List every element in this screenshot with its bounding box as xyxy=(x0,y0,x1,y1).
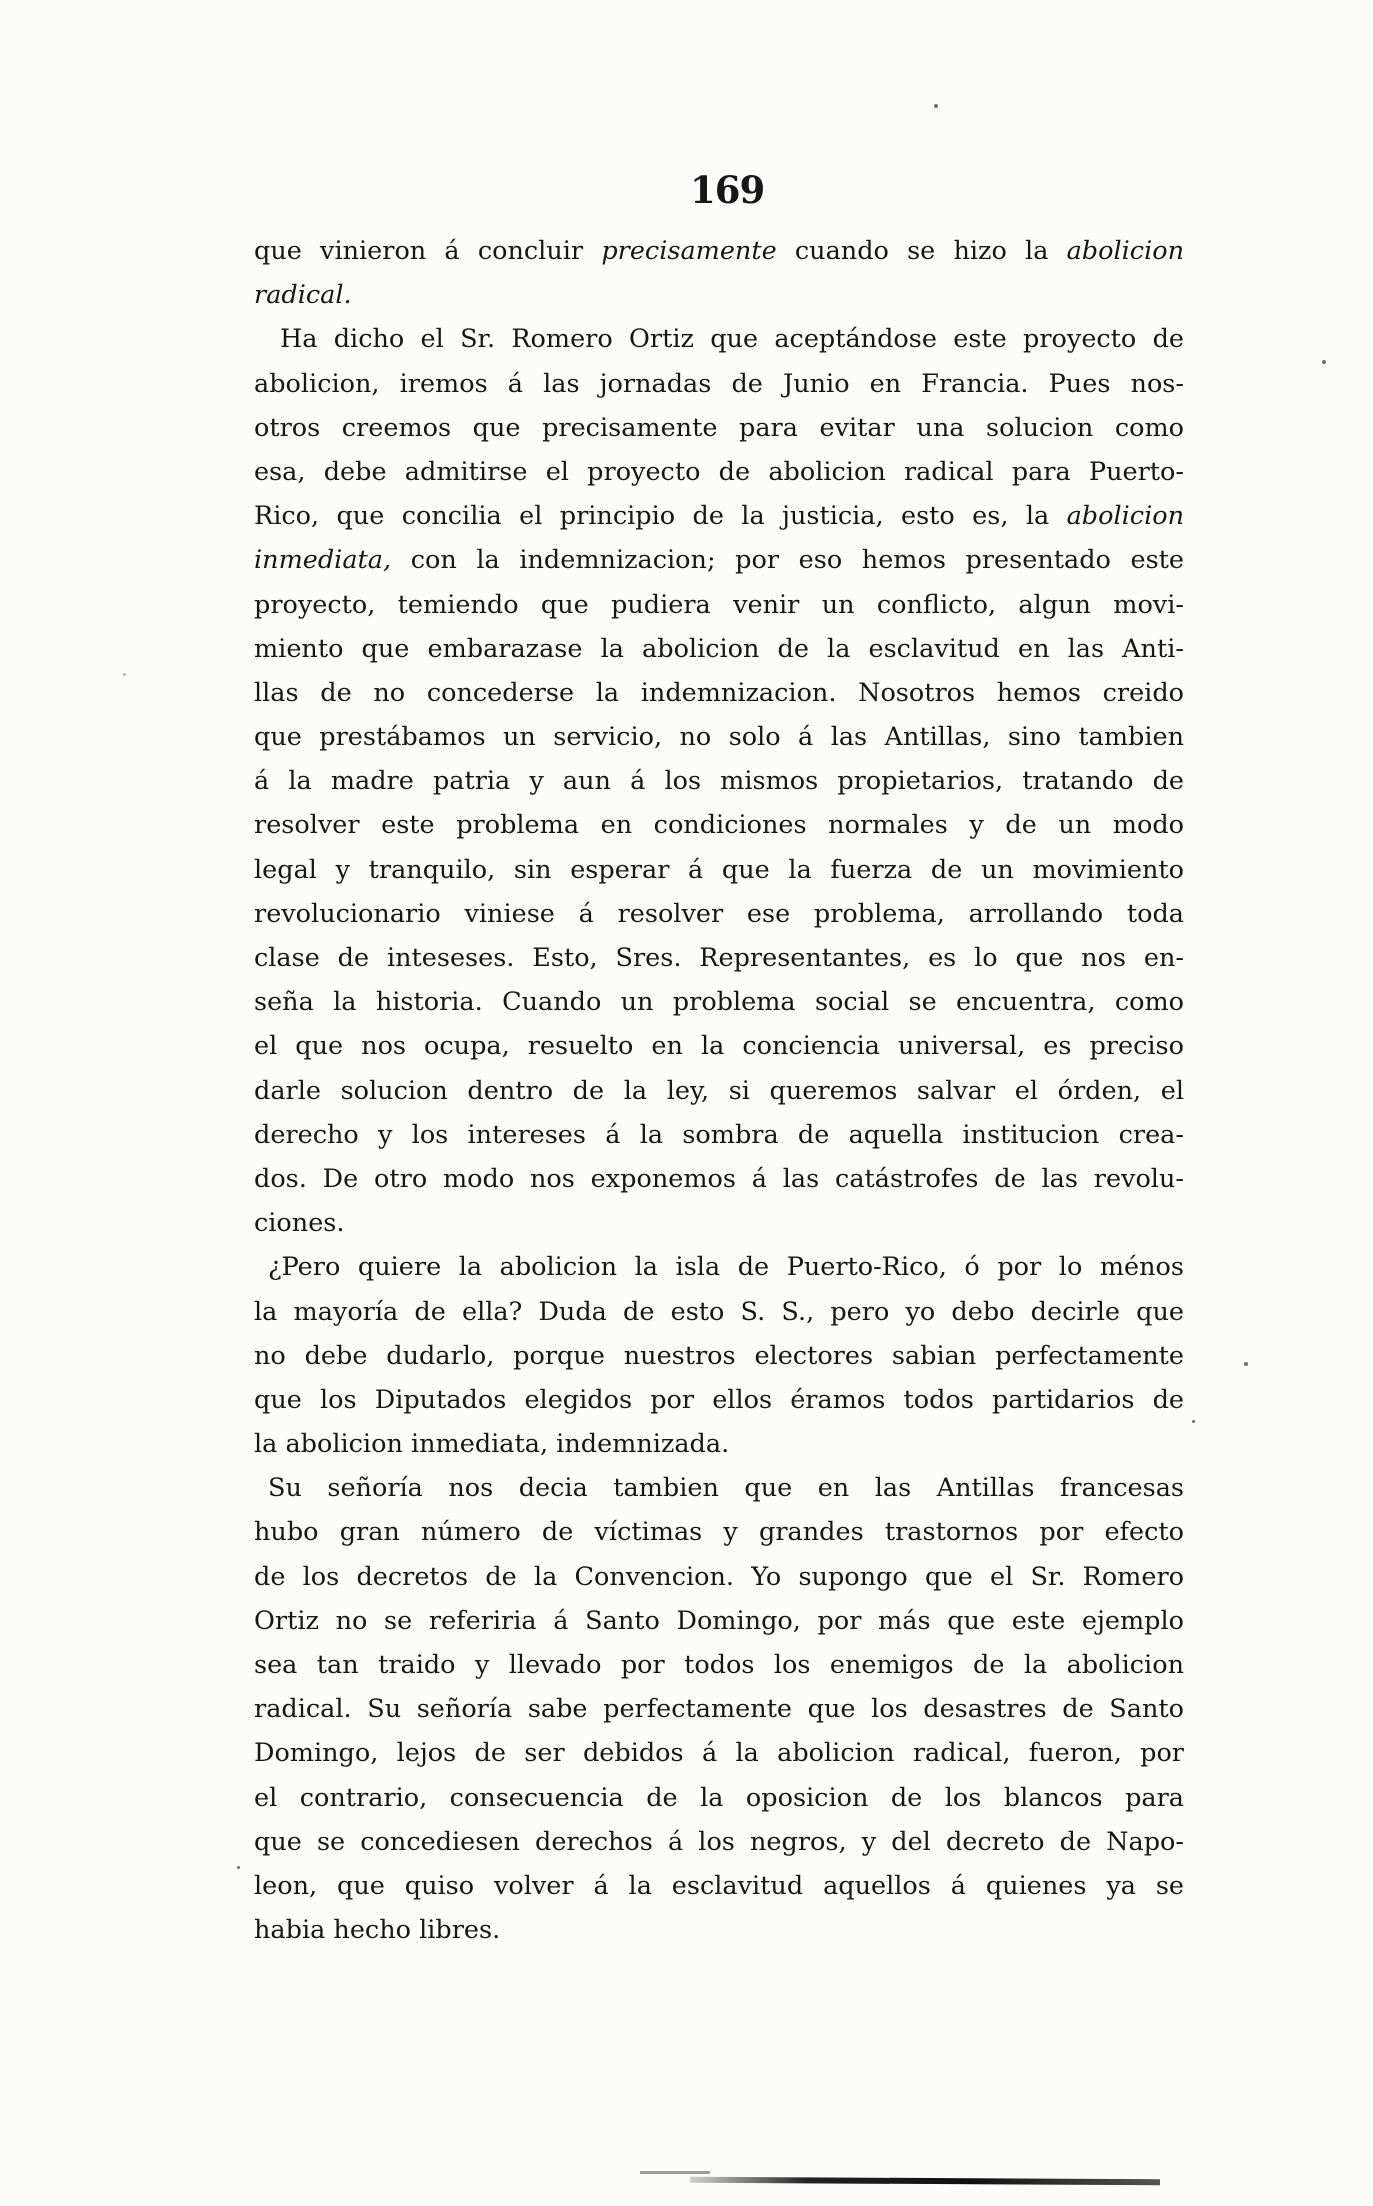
text-line-2: radical. xyxy=(254,280,352,311)
scan-speck xyxy=(1192,1420,1195,1423)
text-line-35: Domingo, lejos de ser debidos á la abolicion radical, fueron, por xyxy=(254,1738,1184,1769)
scan-speck xyxy=(123,673,126,676)
text-line-30: hubo gran número de víctimas y grandes trastornos por efecto xyxy=(254,1517,1184,1548)
text-line-10: miento que embarazase la abolicion de la esclavitud en las Anti- xyxy=(254,633,1184,664)
text-line-27: que los Diputados elegidos por ellos éramos todos partidarios de xyxy=(254,1384,1184,1415)
text-line-5: otros creemos que precisamente para evitar una solucion como xyxy=(254,412,1184,443)
text-line-14: resolver este problema en condiciones normales y de un modo xyxy=(254,810,1184,841)
text-line-1: que vinieron á concluir precisamente cuando se hizo la abolicion xyxy=(254,236,1185,266)
text-line-26: no debe dudarlo, porque nuestros electores sabian perfectamente xyxy=(254,1340,1184,1371)
text-line-7: Rico, que concilia el principio de la justicia, esto es, la abolicion xyxy=(254,501,1184,532)
scan-speck xyxy=(1244,1362,1248,1366)
scan-speck xyxy=(237,1866,240,1869)
text-line-24: ¿Pero quiere la abolicion la isla de Puerto-Rico, ó por lo ménos xyxy=(268,1252,1184,1283)
scan-speck xyxy=(934,104,938,108)
text-line-36: el contrario, consecuencia de la oposicion de los blancos para xyxy=(254,1782,1184,1813)
text-line-3: Ha dicho el Sr. Romero Ortiz que aceptándose este proyecto de xyxy=(280,324,1184,355)
page-number: 169 xyxy=(690,168,765,212)
text-line-6: esa, debe admitirse el proyecto de abolicion radical para Puerto- xyxy=(254,456,1184,487)
text-line-20: darle solucion dentro de la ley, si queremos salvar el órden, el xyxy=(254,1075,1184,1106)
text-line-29: Su señoría nos decia tambien que en las Antillas francesas xyxy=(268,1473,1184,1504)
text-line-15: legal y tranquilo, sin esperar á que la fuerza de un movimiento xyxy=(254,854,1184,885)
text-line-31: de los decretos de la Convencion. Yo supongo que el Sr. Romero xyxy=(254,1561,1184,1592)
text-line-39: habia hecho libres. xyxy=(254,1915,501,1946)
text-line-22: dos. De otro modo nos exponemos á las catástrofes de las revolu- xyxy=(254,1163,1184,1194)
text-line-32: Ortiz no se referiria á Santo Domingo, por más que este ejemplo xyxy=(254,1605,1184,1636)
text-line-9: proyecto, temiendo que pudiera venir un conflicto, algun movi- xyxy=(254,589,1184,620)
scan-speck xyxy=(1322,360,1326,364)
text-line-28: la abolicion inmediata, indemnizada. xyxy=(254,1429,730,1460)
text-line-19: el que nos ocupa, resuelto en la conciencia universal, es preciso xyxy=(254,1031,1184,1062)
text-line-18: seña la historia. Cuando un problema social se encuentra, como xyxy=(254,987,1184,1018)
text-line-25: la mayoría de ella? Duda de esto S. S., pero yo debo decirle que xyxy=(254,1296,1184,1327)
text-line-13: á la madre patria y aun á los mismos propietarios, tratando de xyxy=(254,766,1184,797)
text-line-33: sea tan traido y llevado por todos los enemigos de la abolicion xyxy=(254,1650,1184,1680)
text-line-37: que se concediesen derechos á los negros, y del decreto de Napo- xyxy=(254,1826,1184,1857)
text-line-16: revolucionario viniese á resolver ese problema, arrollando toda xyxy=(254,898,1184,929)
text-line-4: abolicion, iremos á las jornadas de Junio en Francia. Pues nos- xyxy=(254,368,1184,399)
scan-edge-shadow xyxy=(640,2171,710,2174)
text-line-23: ciones. xyxy=(254,1208,345,1239)
text-line-17: clase de inteseses. Esto, Sres. Representantes, es lo que nos en- xyxy=(254,943,1184,973)
text-line-21: derecho y los intereses á la sombra de aquella institucion crea- xyxy=(254,1119,1184,1150)
text-line-8: inmediata, con la indemnizacion; por eso hemos presentado este xyxy=(254,545,1184,576)
text-line-34: radical. Su señoría sabe perfectamente que los desastres de Santo xyxy=(254,1694,1184,1725)
text-line-12: que prestábamos un servicio, no solo á las Antillas, sino tambien xyxy=(254,722,1184,753)
scan-edge-shadow xyxy=(690,2177,1160,2185)
text-line-11: llas de no concederse la indemnizacion. Nosotros hemos creido xyxy=(254,677,1184,708)
body-text xyxy=(254,229,1184,1952)
text-line-38: leon, que quiso volver á la esclavitud aquellos á quienes ya se xyxy=(254,1870,1184,1901)
